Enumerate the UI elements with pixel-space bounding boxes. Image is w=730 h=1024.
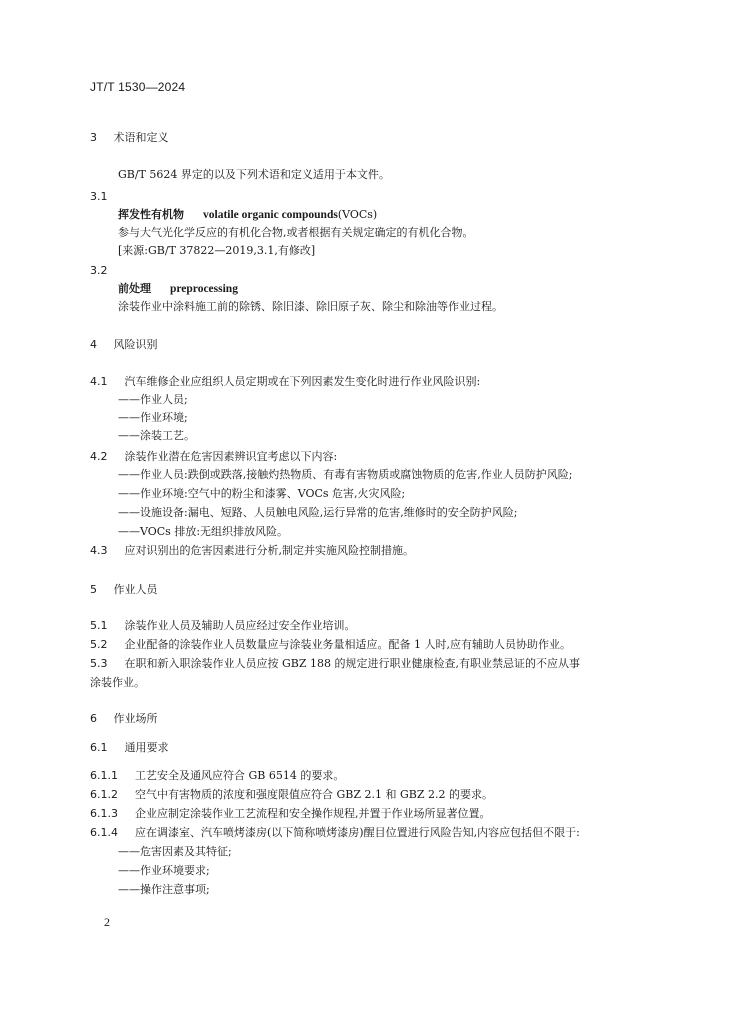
section-3-intro: GB/T 5624 界定的以及下列术语和定义适用于本文件。	[118, 168, 390, 181]
clause-5-2	[90, 638, 571, 652]
subsection-title: 通用要求	[124, 741, 169, 754]
section-title: 作业场所	[113, 712, 158, 725]
clause-text: 企业应制定涂装作业工艺流程和安全操作规程,并置于作业场所显著位置。	[135, 807, 491, 820]
clause-number: 6.1.3	[90, 807, 118, 820]
section-title: 作业人员	[113, 583, 158, 596]
subsection-number: 6.1	[90, 741, 108, 754]
clause-text: 工艺安全及通风应符合 GB 6514 的要求。	[135, 769, 345, 782]
term-abbreviation: (VOCs)	[337, 208, 378, 221]
section-3-heading	[90, 131, 169, 145]
list-item: ——作业人员:跌倒或跌落,接触灼热物质、有毒有害物质或腐蚀物质的危害,作业人员防护风险;	[118, 468, 573, 481]
clause-number: 6.1.1	[90, 769, 118, 782]
clause-4-1	[90, 375, 480, 389]
section-6-heading	[90, 712, 158, 726]
clause-number: 4.1	[90, 375, 108, 388]
list-item: ——作业环境;	[118, 411, 188, 424]
list-item: ——VOCs 排放:无组织排放风险。	[118, 525, 289, 538]
section-number: 5	[90, 583, 97, 596]
list-item: ——作业环境:空气中的粉尘和漆雾、VOCs 危害,火灾风险;	[118, 487, 406, 500]
term-3-2	[118, 282, 238, 296]
clause-text: 空气中有害物质的浓度和强度限值应符合 GBZ 2.1 和 GBZ 2.2 的要求。	[135, 788, 493, 801]
section-number: 4	[90, 338, 97, 351]
clause-number: 3.2	[90, 264, 108, 277]
term-definition: 涂装作业中涂料施工前的除锈、除旧漆、除旧原子灰、除尘和除油等作业过程。	[118, 300, 503, 313]
list-item: ——设施设备:漏电、短路、人员触电风险,运行异常的危害,维修时的安全防护风险;	[118, 506, 518, 519]
list-item: ——作业环境要求;	[118, 864, 210, 877]
clause-4-3	[90, 544, 414, 558]
clause-number: 5.3	[90, 657, 108, 670]
list-item: ——操作注意事项;	[118, 883, 210, 896]
list-item: ——涂装工艺。	[118, 429, 195, 442]
clause-number: 6.1.2	[90, 788, 118, 801]
clause-number: 5.1	[90, 619, 108, 632]
clause-number: 4.3	[90, 544, 108, 557]
subsection-6-1-heading	[90, 741, 169, 755]
term-english: volatile organic compounds	[203, 209, 338, 221]
clause-number: 5.2	[90, 638, 108, 651]
clause-6-1-1	[90, 769, 344, 783]
clause-text: 应在调漆室、汽车喷烤漆房(以下简称喷烤漆房)醒目位置进行风险告知,内容应包括但不限于:	[135, 826, 580, 839]
clause-text: 涂装作业潜在危害因素辨识宜考虑以下内容:	[124, 450, 338, 463]
clause-text-continued: 涂装作业。	[90, 676, 145, 689]
section-title: 风险识别	[113, 338, 158, 351]
clause-5-1	[90, 619, 356, 633]
clause-6-1-2	[90, 788, 493, 802]
clause-text: 汽车维修企业应组织人员定期或在下列因素发生变化时进行作业风险识别:	[124, 375, 481, 388]
clause-text: 涂装作业人员及辅助人员应经过安全作业培训。	[124, 619, 356, 632]
page-number: 2	[104, 915, 110, 929]
section-title: 术语和定义	[113, 131, 169, 144]
clause-6-1-4	[90, 826, 580, 840]
clause-number: 6.1.4	[90, 826, 118, 839]
section-number: 3	[90, 131, 97, 144]
term-chinese: 前处理	[118, 282, 151, 295]
list-item: ——作业人员;	[118, 393, 188, 406]
clause-text: 在职和新入职涂装作业人员应按 GBZ 188 的规定进行职业健康检查,有职业禁忌证的不应从事	[124, 657, 580, 670]
list-item: ——危害因素及其特征;	[118, 845, 232, 858]
section-4-heading	[90, 338, 158, 352]
section-5-heading	[90, 583, 158, 597]
clause-6-1-3	[90, 807, 491, 821]
clause-4-2	[90, 450, 337, 464]
term-source: [来源:GB/T 37822—2019,3.1,有修改]	[118, 244, 316, 257]
clause-number: 3.1	[90, 190, 108, 203]
term-chinese: 挥发性有机物	[118, 208, 184, 221]
term-3-1	[118, 208, 377, 222]
term-definition: 参与大气光化学反应的有机化合物,或者根据有关规定确定的有机化合物。	[118, 226, 474, 239]
clause-5-3	[90, 657, 580, 671]
clause-text: 企业配备的涂装作业人员数量应与涂装业务量相适应。配备 1 人时,应有辅助人员协助作业。	[124, 638, 571, 651]
clause-number: 4.2	[90, 450, 108, 463]
document-id: JT/T 1530—2024	[90, 80, 186, 94]
clause-text: 应对识别出的危害因素进行分析,制定并实施风险控制措施。	[124, 544, 414, 557]
term-english: preprocessing	[170, 283, 238, 295]
section-number: 6	[90, 712, 97, 725]
